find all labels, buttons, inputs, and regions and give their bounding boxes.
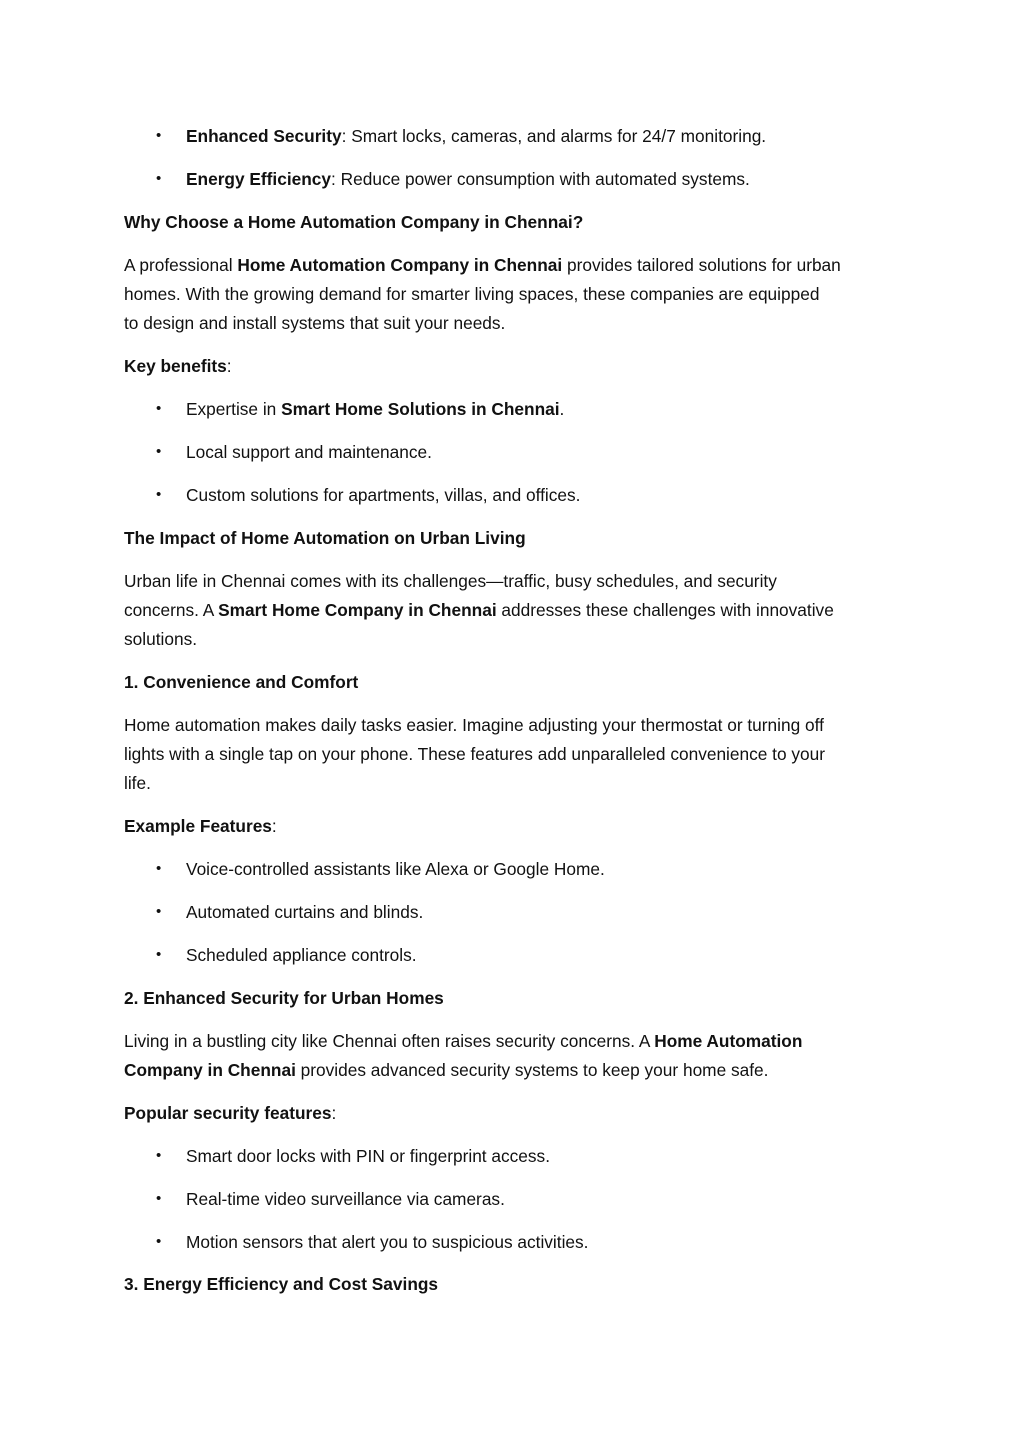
- list-item: [186, 165, 750, 194]
- text-span: :: [331, 1103, 337, 1123]
- text-span: provides advanced security systems to keep your home safe.: [295, 1060, 769, 1080]
- bullet-marker: •: [156, 170, 162, 187]
- paragraph-line: homes. With the growing demand for smarter living spaces, these companies are equipped: [124, 284, 820, 304]
- list-item: Scheduled appliance controls.: [186, 945, 417, 965]
- list-item: Automated curtains and blinds.: [186, 902, 424, 922]
- paragraph-line: life.: [124, 773, 151, 793]
- list-item: Voice-controlled assistants like Alexa or Google Home.: [186, 859, 605, 879]
- paragraph-line: Home automation makes daily tasks easier. Imagine adjusting your thermostat or turning off: [124, 715, 824, 735]
- bullet-marker: •: [156, 1233, 162, 1250]
- bullet-marker: •: [156, 1190, 162, 1207]
- paragraph-line: [124, 251, 841, 280]
- section-heading: Why Choose a Home Automation Company in Chennai?: [124, 212, 584, 232]
- bullet-marker: •: [156, 127, 162, 144]
- section-heading: 1. Convenience and Comfort: [124, 672, 359, 692]
- bold-span: Key benefits: [124, 356, 227, 376]
- text-span: concerns. A: [124, 600, 219, 620]
- list-item: [186, 122, 766, 151]
- bullet-marker: •: [156, 1147, 162, 1164]
- bullet-marker: •: [156, 903, 162, 920]
- list-item-text: : Smart locks, cameras, and alarms for 24/7 monitoring.: [341, 126, 767, 146]
- list-item-bold: Energy Efficiency: [186, 169, 332, 189]
- paragraph-line: lights with a single tap on your phone. These features add unparalleled convenience to your: [124, 744, 825, 764]
- text-span: provides tailored solutions for urban: [562, 255, 841, 275]
- text-span: addresses these challenges with innovative: [496, 600, 834, 620]
- bold-span: Company in Chennai: [124, 1060, 296, 1080]
- list-item: Local support and maintenance.: [186, 442, 432, 462]
- list-label: [124, 812, 277, 841]
- paragraph-line: solutions.: [124, 629, 198, 649]
- bold-span: Popular security features: [124, 1103, 332, 1123]
- text-span: :: [271, 816, 277, 836]
- bold-span: Home Automation: [654, 1031, 803, 1051]
- text-span: :: [226, 356, 232, 376]
- paragraph-line: [124, 1056, 768, 1085]
- text-span: A professional: [124, 255, 238, 275]
- list-item: Real-time video surveillance via cameras.: [186, 1189, 505, 1209]
- section-heading: 3. Energy Efficiency and Cost Savings: [124, 1274, 439, 1294]
- paragraph-line: to design and install systems that suit your needs.: [124, 313, 506, 333]
- bullet-marker: •: [156, 400, 162, 417]
- list-label: [124, 1099, 336, 1128]
- bullet-marker: •: [156, 486, 162, 503]
- list-item-text: : Reduce power consumption with automated systems.: [331, 169, 750, 189]
- paragraph-line: [124, 596, 834, 625]
- text-span: .: [559, 399, 565, 419]
- section-heading: 2. Enhanced Security for Urban Homes: [124, 988, 444, 1008]
- list-item: Motion sensors that alert you to suspicious activities.: [186, 1232, 589, 1252]
- bold-span: Example Features: [124, 816, 272, 836]
- paragraph-line: Urban life in Chennai comes with its challenges—traffic, busy schedules, and security: [124, 571, 777, 591]
- bold-span: Smart Home Company in Chennai: [218, 600, 497, 620]
- bold-span: Smart Home Solutions in Chennai: [281, 399, 560, 419]
- list-item-bold: Enhanced Security: [186, 126, 342, 146]
- bullet-marker: •: [156, 946, 162, 963]
- section-heading: The Impact of Home Automation on Urban Living: [124, 528, 526, 548]
- text-span: Living in a bustling city like Chennai often raises security concerns. A: [124, 1031, 655, 1051]
- text-span: Expertise in: [186, 399, 282, 419]
- bullet-marker: •: [156, 860, 162, 877]
- list-item: [186, 395, 564, 424]
- bold-span: Home Automation Company in Chennai: [237, 255, 563, 275]
- bullet-marker: •: [156, 443, 162, 460]
- list-item: Smart door locks with PIN or fingerprint access.: [186, 1146, 550, 1166]
- paragraph-line: [124, 1027, 802, 1056]
- list-label: [124, 352, 232, 381]
- list-item: Custom solutions for apartments, villas, and offices.: [186, 485, 581, 505]
